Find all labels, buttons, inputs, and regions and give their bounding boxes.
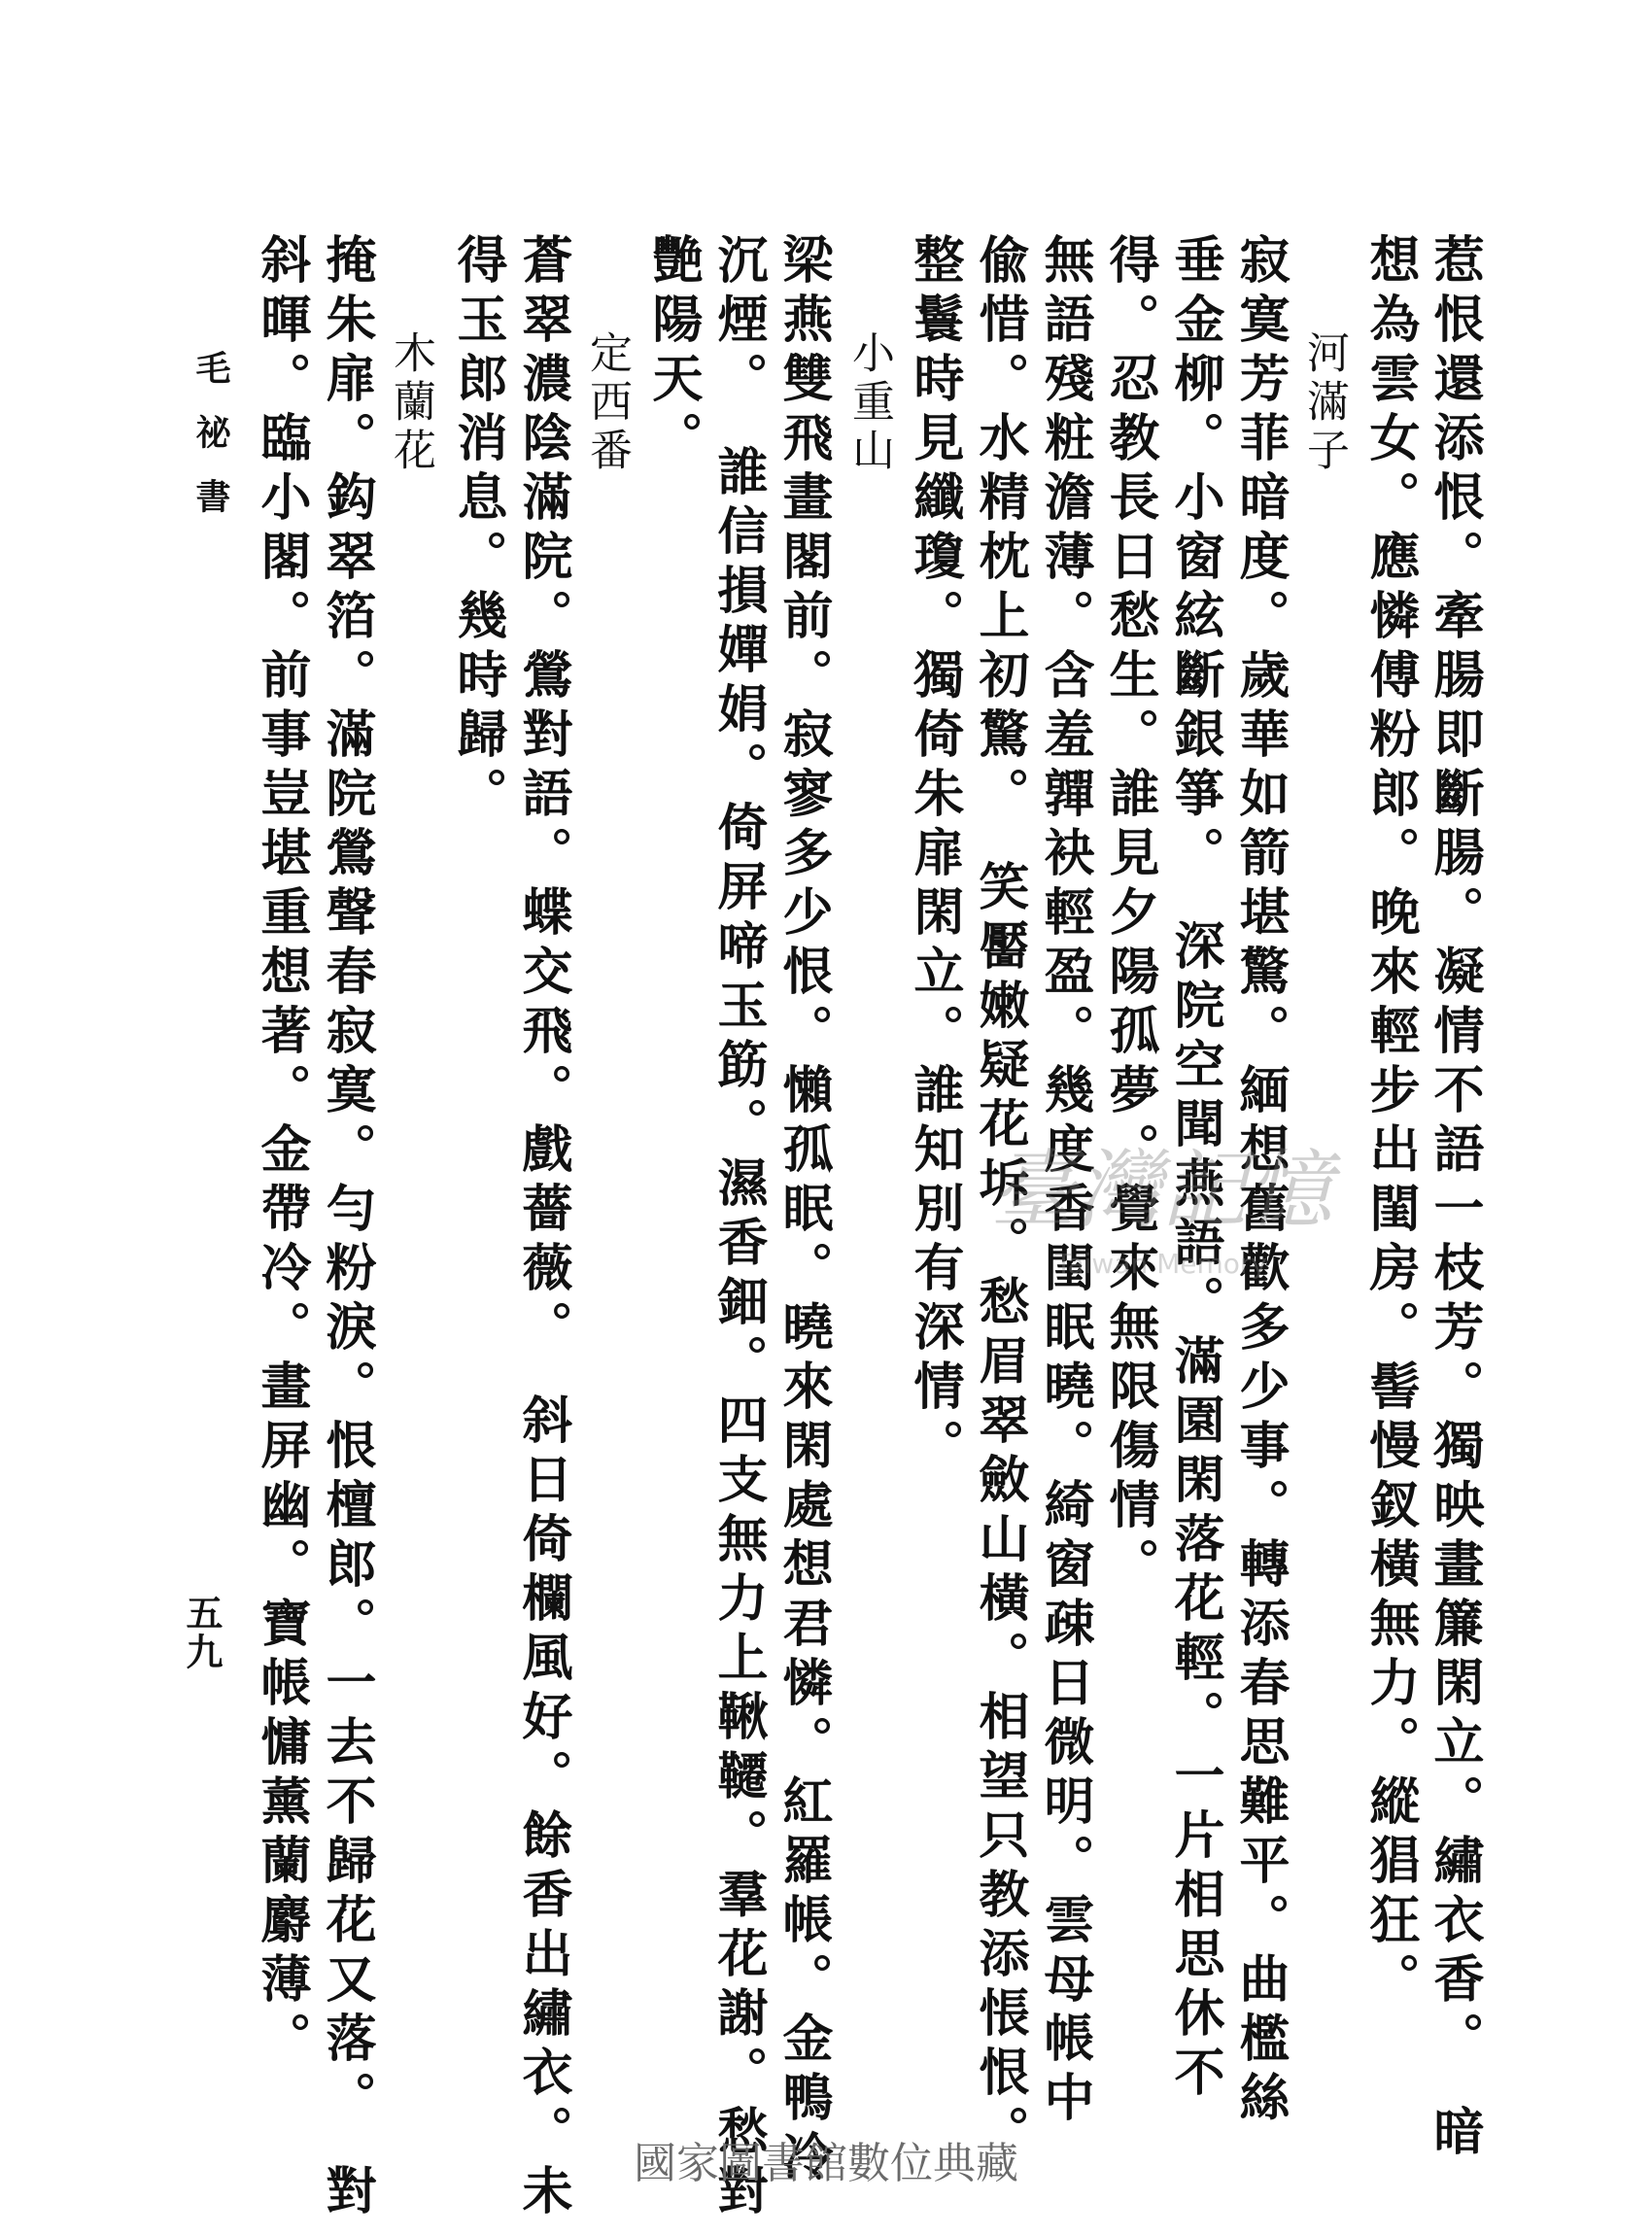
text-column-4: 寂寞芳菲暗度。歲華如箭堪驚。緬想舊歡多少事。轉添春思難平。曲檻絲 — [1230, 233, 1290, 2130]
text-column-13: 艷陽天。 — [643, 233, 703, 470]
text-column-18: 掩朱扉。鈎翠箔。滿院鶯聲春寂寞。勻粉淚。恨檀郎。一去不歸花又落。 對 — [317, 233, 376, 2223]
text-column-2: 想為雲女。應憐傅粉郎。晚來輕步出閨房。髻慢釵橫無力。縱猖狂。 — [1360, 233, 1420, 2012]
text-column-12: 沉煙。 誰信損嬋娟。倚屏啼玉筯。濕香鈿。四支無力上鞦韆。羣花謝。愁對 — [708, 233, 768, 2223]
text-column-1: 惹恨還添恨。牽腸即斷腸。凝情不語一枝芳。獨映畫簾閑立。繡衣香。 暗 — [1425, 233, 1484, 2164]
footer-caption: 國家圖書館數位典藏 — [634, 2139, 1018, 2188]
running-title: 毛祕書 — [190, 350, 231, 542]
text-column-15: 蒼翠濃陰滿院。鶯對語。蝶交飛。戲薔薇。 斜日倚欄風好。餘香出繡衣。未 — [513, 233, 572, 2223]
text-column-19: 斜暉。臨小閣。前事豈堪重想著。金帶冷。畫屏幽。寶帳慵薰蘭麝薄。 — [252, 233, 311, 2071]
section-title-4: 木蘭花 — [386, 330, 435, 476]
section-title-1: 河滿子 — [1299, 330, 1349, 476]
text-column-8: 偸惜。水精枕上初驚。 笑靨嫩疑花坼。愁眉翠斂山橫。相望只教添悵恨。 — [970, 233, 1029, 2164]
page-number: 五九 — [180, 1594, 224, 1671]
section-title-2: 小重山 — [844, 330, 894, 476]
text-column-6: 得。忍教長日愁生。誰見夕陽孤夢。覺來無限傷情。 — [1100, 233, 1159, 1597]
text-column-5: 垂金柳。小窗絃斷銀箏。 深院空聞燕語。滿園閑落花輕。一片相思休不 — [1165, 233, 1224, 2105]
text-column-7: 無語殘粧澹薄。含羞嚲袂輕盈。幾度香閨眠曉。綺窗疎日微明。雲母帳中 — [1035, 233, 1094, 2130]
section-title-3: 定西番 — [582, 330, 632, 476]
svg-text:臺灣記憶: 臺灣記憶 — [989, 1140, 1333, 1240]
text-column-9: 整鬟時見纖瓊。獨倚朱扉閑立。誰知別有深情。 — [905, 233, 964, 1478]
text-column-16: 得玉郎消息。幾時歸。 — [448, 233, 507, 826]
svg-text:Taiwan Memory: Taiwan Memory — [1055, 1248, 1267, 1280]
taiwan-memory-watermark — [989, 1127, 1333, 1302]
text-column-11: 梁燕雙飛畫閣前。寂寥多少恨。懶孤眠。曉來閑處想君憐。紅羅帳。金鴨冷 — [774, 233, 833, 2189]
